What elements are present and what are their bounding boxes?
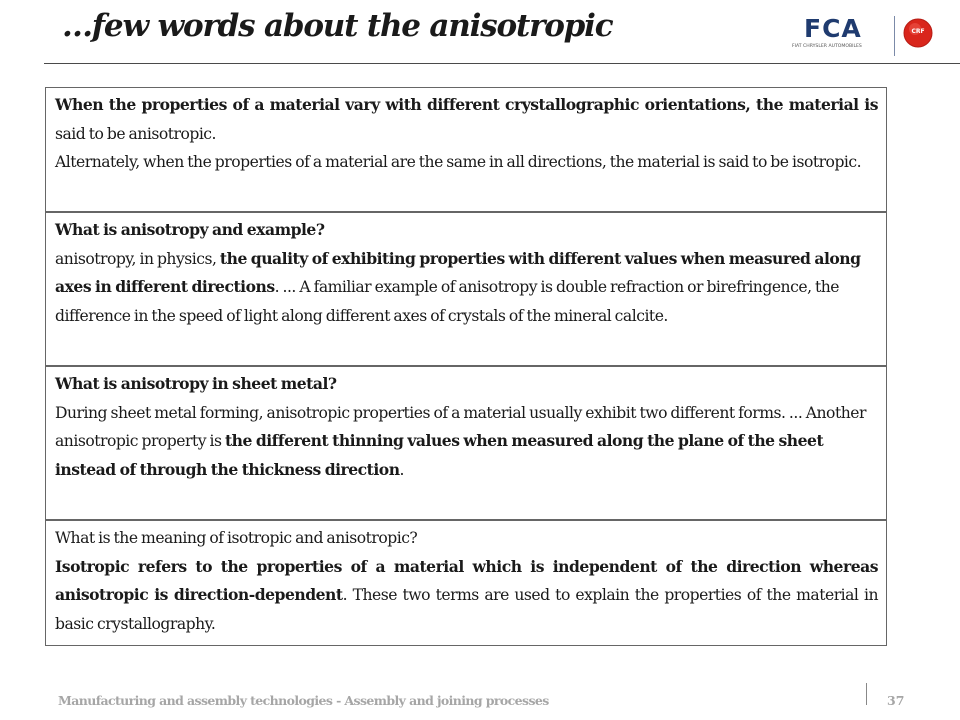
- sheet-metal-answer-start: During sheet metal forming, anisotropic properties of a material usually exhibit two different forms. ... Another anisotropic property is: [55, 403, 866, 451]
- title-divider: [44, 63, 960, 64]
- page-number: 37: [887, 693, 905, 708]
- definition-paragraph: [55, 91, 878, 148]
- meaning-question: What is the meaning of isotropic and anisotropic?: [55, 529, 418, 547]
- slide-title: …few words about the anisotropic: [62, 8, 613, 44]
- definition-rest: said to be anisotropic.: [55, 124, 216, 143]
- example-answer-bold: the quality of exhibiting properties with different values when measured along axes in different directions: [55, 248, 861, 297]
- definition-bold: When the properties of a material vary with different crystallographic orientations, the material is: [55, 95, 878, 114]
- example-answer-start: anisotropy, in physics,: [55, 249, 220, 268]
- meaning-answer-rest: . These two terms are used to explain the properties of the material in basic crystallography.: [55, 586, 878, 633]
- sheet-metal-box: [45, 366, 887, 520]
- meaning-box: [45, 520, 887, 646]
- logo-divider: [894, 16, 895, 56]
- footer-divider: [866, 683, 867, 705]
- example-answer: [55, 245, 878, 331]
- footer-course-title: Manufacturing and assembly technologies - Assembly and joining processes: [58, 693, 549, 708]
- meaning-answer: [55, 553, 878, 639]
- crf-logo: [903, 18, 933, 48]
- sheet-metal-question: What is anisotropy in sheet metal?: [55, 374, 337, 393]
- fca-logo-text: FCA: [804, 14, 862, 43]
- sheet-metal-answer: [55, 399, 878, 485]
- meaning-answer-bold: Isotropic refers to the properties of a material which is independent of the direction whereas anisotropic is direction-dependent: [55, 556, 878, 605]
- fca-logo-subtitle: FIAT CHRYSLER AUTOMOBILES: [792, 44, 862, 49]
- fca-logo: [790, 14, 890, 54]
- example-question: What is anisotropy and example?: [55, 220, 325, 239]
- sheet-metal-answer-rest: .: [399, 460, 404, 479]
- example-answer-rest: . ... A familiar example of anisotropy is double refraction or birefringence, the difference in the speed of light along different axes of crystals of the mineral calcite.: [55, 278, 840, 325]
- crf-logo-text: CRF: [911, 28, 925, 35]
- sheet-metal-answer-bold: the different thinning values when measured along the plane of the sheet instead of through the thickness direction: [55, 431, 824, 479]
- isotropic-paragraph: Alternately, when the properties of a material are the same in all directions, the material is said to be isotropic.: [55, 153, 862, 172]
- example-box: [45, 212, 887, 366]
- definition-box: [45, 87, 887, 212]
